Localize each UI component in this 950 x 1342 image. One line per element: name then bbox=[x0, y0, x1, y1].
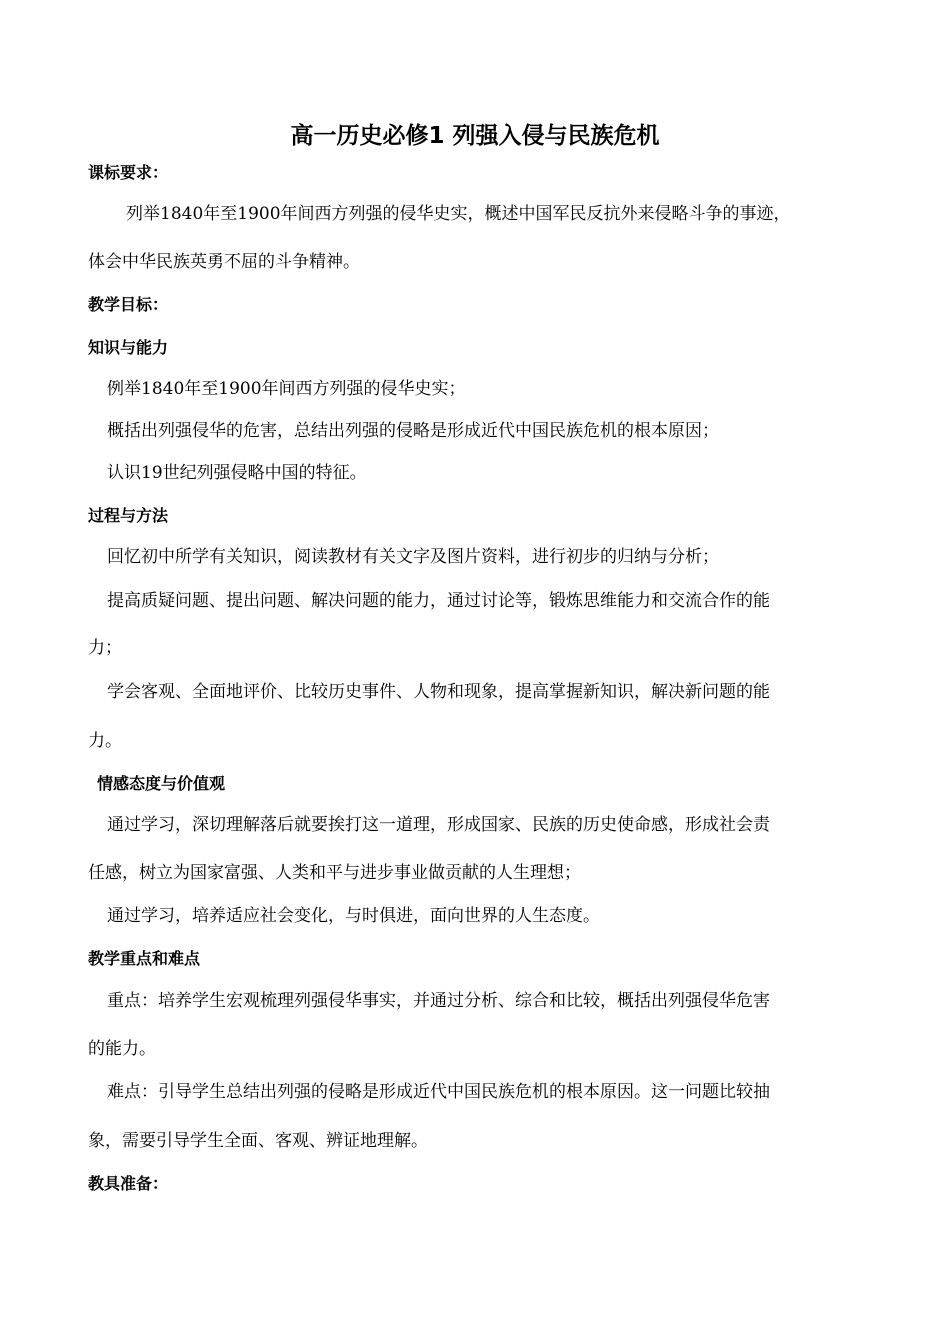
process-item-2-line-2: 力； bbox=[88, 638, 122, 658]
heading-key-difficult-points: 教学重点和难点 bbox=[88, 949, 201, 968]
knowledge-item-2: 概括出列强侵华的危害，总结出列强的侵略是形成近代中国民族危机的根本原因； bbox=[107, 421, 719, 441]
heading-process-method: 过程与方法 bbox=[88, 506, 169, 525]
curriculum-text-line-2: 体会中华民族英勇不屈的斗争精神。 bbox=[88, 252, 360, 272]
knowledge-item-1: 例举1840年至1900年间西方列强的侵华史实； bbox=[107, 379, 466, 399]
heading-curriculum-requirements: 课标要求： bbox=[88, 163, 169, 182]
heading-knowledge-ability: 知识与能力 bbox=[88, 338, 169, 357]
process-item-3-line-2: 力。 bbox=[88, 731, 122, 751]
process-item-3-line-1: 学会客观、全面地评价、比较历史事件、人物和现象，提高掌握新知识，解决新问题的能 bbox=[107, 682, 770, 702]
key-point-line-1: 重点：培养学生宏观梳理列强侵华事实，并通过分析、综合和比较，概括出列强侵华危害 bbox=[107, 991, 770, 1011]
curriculum-text-line-1: 列举1840年至1900年间西方列强的侵华史实，概述中国军民反抗外来侵略斗争的事迹， bbox=[126, 204, 791, 224]
process-item-2-line-1: 提高质疑问题、提出问题、解决问题的能力，通过讨论等，锻炼思维能力和交流合作的能 bbox=[107, 591, 770, 611]
process-item-1: 回忆初中所学有关知识，阅读教材有关文字及图片资料，进行初步的归纳与分析； bbox=[107, 547, 719, 567]
knowledge-item-3: 认识19世纪列强侵略中国的特征。 bbox=[107, 463, 367, 483]
emotion-item-1-line-1: 通过学习，深切理解落后就要挨打这一道理，形成国家、民族的历史使命感，形成社会责 bbox=[107, 815, 770, 835]
document-title: 高一历史必修1 列强入侵与民族危机 bbox=[290, 123, 660, 149]
heading-teaching-objectives: 教学目标： bbox=[88, 295, 169, 314]
emotion-item-1-line-2: 任感，树立为国家富强、人类和平与进步事业做贡献的人生理想； bbox=[88, 863, 581, 883]
heading-teaching-aids: 教具准备： bbox=[88, 1174, 169, 1193]
difficult-point-line-2: 象，需要引导学生全面、客观、辨证地理解。 bbox=[88, 1131, 428, 1151]
difficult-point-line-1: 难点：引导学生总结出列强的侵略是形成近代中国民族危机的根本原因。这一问题比较抽 bbox=[107, 1082, 770, 1102]
emotion-item-2: 通过学习，培养适应社会变化，与时俱进，面向世界的人生态度。 bbox=[107, 906, 600, 926]
key-point-line-2: 的能力。 bbox=[88, 1039, 156, 1059]
heading-emotion-values: 情感态度与价值观 bbox=[97, 774, 226, 793]
